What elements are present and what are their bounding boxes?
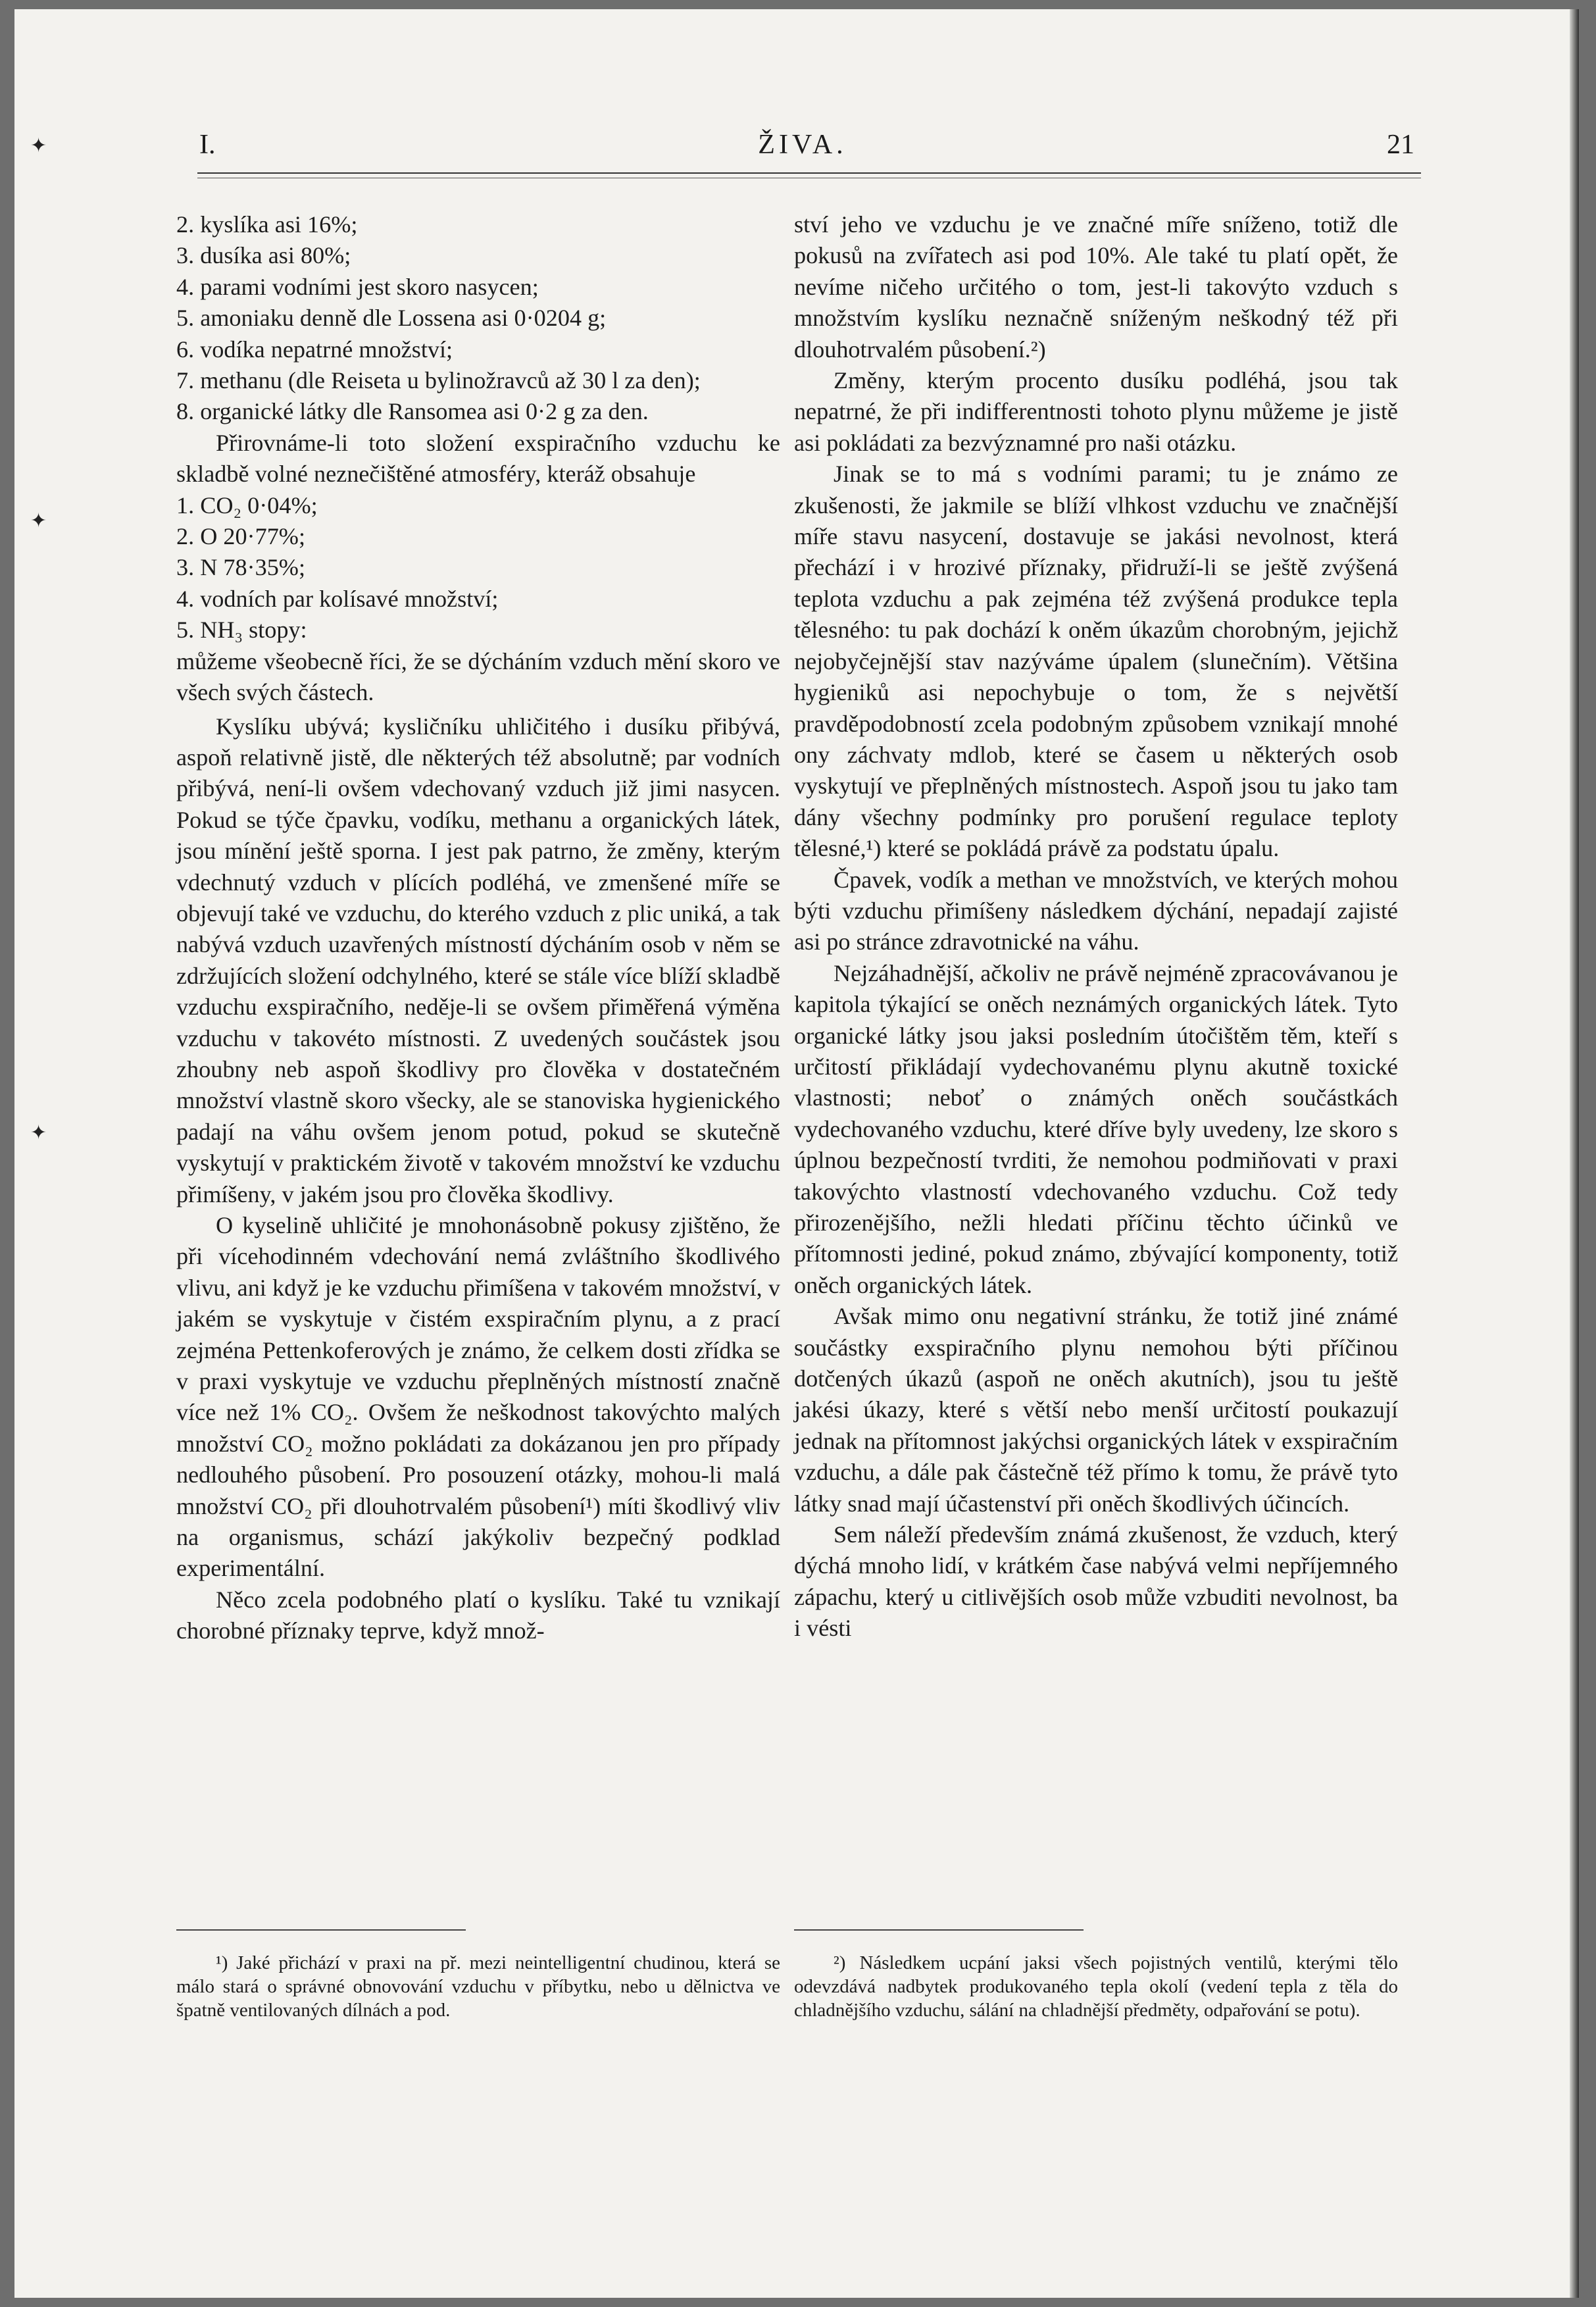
header-page-number: 21 — [1387, 130, 1414, 160]
scan-shadow-right — [1570, 9, 1579, 2298]
footnote-right: ²) Následkem ucpání jaksi všech pojistných ventilů, kterými tělo odevzdává nadbytek produkovaného tepla okolí (vedení tepla z těla do chladnějšího vzduchu, sálání na chladnější předměty, odpařování se potu). — [794, 1952, 1398, 2021]
list-item: 4. parami vodními jest skoro nasycen; — [176, 273, 539, 300]
header-volume: I. — [199, 130, 216, 160]
footnote-rule — [176, 1929, 466, 1931]
list-item: 2. O 20·77%; — [176, 523, 305, 550]
paragraph: Sem náleží především známá zkušenost, že vzduch, který dýchá mnoho lidí, v krátkém čase nabývá velmi nepříjemného zápachu, který u citlivějších osob může vzbuditi nevolnost, ba i vésti — [794, 1521, 1398, 1642]
list-item: 6. vodíka nepatrné množství; — [176, 336, 453, 363]
paragraph: Nejzáhadnější, ačkoliv ne právě nejméně zpracovávanou je kapitola týkající se oněch neznámých organických látek. Tyto organické látky jsou jaksi posledním útočištěm těm, kteří s určitostí přikládají vydechovanému plynu akutně toxické vlastnosti; neboť o známých oněch součástkách vydechovaného vzduchu, které dříve byly uvedeny, lze skoro s úplnou bezpečností tvrditi, že nemohou podmiňovati v praxi takovýchto vlastností vdechovaného vzduchu. Což tedy přirozenějšího, nežli hledati příčinu těchto účinků ve přítomnosti jediné, pokud známo, zbývající komponenty, totiž oněch organických látek. — [794, 959, 1398, 1298]
list-item: 3. dusíka asi 80%; — [176, 242, 351, 269]
list-item: 4. vodních par kolísavé množství; — [176, 585, 499, 612]
header-journal-title: ŽIVA. — [758, 130, 847, 160]
list-item: 2. kyslíka asi 16%; — [176, 211, 358, 238]
paragraph: Jinak se to má s vodními parami; tu je známo ze zkušenosti, že jakmile se blíží vlhkost vzduchu ve značnější míře stavu nasycení, dostavuje se jakási nevolnost, která přechází i v hrozivé příznaky, přidruží-li se ještě zvýšená teplota vzduchu a pak zejména též zvýšená produkce tepla tělesného: tu pak dochází k oněm úkazům chorobným, jejichž nejobyčejnější stav nazýváme úpalem (slunečním). Většina hygieniků asi nepochybuje o tom, že s největší pravděpodobností zcela podobným způsobem vznikají mnohé ony záchvaty mdlob, které se časem u některých osob vyskytují ve přeplněných místnostech. Aspoň jsou tu jako tam dány všechny podmínky pro porušení regulace teploty tělesné,¹) které se pokládá právě za podstatu úpalu. — [794, 461, 1398, 862]
paragraph: O kyselině uhličité je mnohonásobně pokusy zjištěno, že při vícehodinném vdechování nemá zvláštního škodlivého vlivu, ani když je ke vzduchu přimíšena v takovém množství, v jakém se vyskytuje v čistém exspiračním plynu, a z prací zejména Pettenkoferových je známo, že celkem dosti zřídka se v praxi vyskytuje ve vzduchu přeplněných místností značně více než 1% CO₂. Ovšem že neškodnost takovýchto malých množství CO₂ možno pokládati za dokázanou jen pro případy nedlouhého působení. Pro posouzení otázky, mohou-li malá množství CO₂ při dlouhotrvalém působení¹) míti škodlivý vliv na organismus, schází jakýkoliv bezpečný podklad experimentální. — [176, 1212, 780, 1582]
paragraph: Něco zcela podobného platí o kyslíku. Také tu vznikají chorobné příznaky teprve, když množ- — [176, 1586, 780, 1644]
paragraph: Přirovnáme-li toto složení exspiračního vzduchu ke skladbě volné neznečištěné atmosféry, kteráž obsahuje — [176, 429, 780, 488]
footnote-rule — [794, 1929, 1084, 1931]
footnote-left: ¹) Jaké přichází v praxi na př. mezi neintelligentní chudinou, která se málo stará o správné obnovování vzduchu v příbytku, nebo u dělnictva ve špatně ventilovaných dílnách a pod. — [176, 1952, 780, 2021]
paragraph: Změny, kterým procento dusíku podléhá, jsou tak nepatrné, že při indifferentnosti tohoto plynu můžeme je jistě asi pokládati za bezvýznamné pro naši otázku. — [794, 367, 1398, 456]
list-item: 5. amoniaku denně dle Lossena asi 0·0204 g; — [176, 305, 607, 332]
header-rule — [197, 172, 1421, 174]
left-column — [176, 209, 780, 1647]
list-item: 1. CO₂ 0·04%; — [176, 492, 318, 519]
paragraph: Čpavek, vodík a methan ve množstvích, ve kterých mohou býti vzduchu přimíšeny následkem dýchání, nepadají zajisté asi po stránce zdravotnické na váhu. — [794, 866, 1398, 955]
binding-mark: ✦ — [30, 135, 47, 157]
paragraph: Avšak mimo onu negativní stránku, že totiž jiné známé součástky exspiračního plynu nemohou býti příčinou dotčených úkazů (aspoň ne oněch akutních), jsou tu ještě jakési úkazy, které s větší nebo menší určitostí poukazují jednak na přítomnost jakýchsi organických látek v exspiračním vzduchu, a dále pak částečně též přímo k tomu, že právě tyto látky snad mají účastenství při oněch škodlivých účincích. — [794, 1303, 1398, 1517]
binding-mark: ✦ — [30, 510, 47, 532]
list-item: 5. NH₃ stopy: — [176, 617, 307, 644]
paragraph: můžeme všeobecně říci, že se dýcháním vzduch mění skoro ve všech svých částech. — [176, 647, 780, 706]
paragraph: ství jeho ve vzduchu je ve značné míře sníženo, totiž dle pokusů na zvířatech asi pod 10%. Ale také tu platí opět, že nevíme ničeho určitého o tom, jest-li takovýto vzduch s množstvím kyslíku neznačně sníženým neškodný též při dlouhotrvalém působení.²) — [794, 211, 1398, 363]
binding-mark: ✦ — [30, 1122, 47, 1144]
list-item: 8. organické látky dle Ransomea asi 0·2 g za den. — [176, 398, 649, 425]
list-item: 3. N 78·35%; — [176, 554, 305, 581]
paragraph: Kyslíku ubývá; kysličníku uhličitého i dusíku přibývá, aspoň relativně jistě, dle některých též absolutně; par vodních přibývá, není-li ovšem vdechovaný vzduch již jimi nasycen. Pokud se týče čpavku, vodíku, methanu a organických látek, jsou mínění ještě sporna. I jest pak patrno, že změny, kterým vdechnutý vzduch v plících podléhá, ve zmenšené míře se objevují také ve vzduchu, do kterého vzduch z plic uniká, a tak nabývá vzduch uzavřených místností dýcháním osob v něm se zdržujících složení odchylného, které se stále více blíží skladbě vzduchu exspiračního, neděje-li se ovšem přiměřená výměna vzduchu v takovéto místnosti. Z uvedených součástek jsou zhoubny neb aspoň škodlivy pro člověka v dostatečném množství vlastně skoro všecky, ale se stanoviska hygienického padají na váhu ovšem jenom potud, pokud se skutečně vyskytují v praktickém životě v takovém množství ke vzduchu přimíšeny, v jakém jsou pro člověka škodlivy. — [176, 713, 780, 1207]
right-column — [794, 209, 1398, 1644]
list-item: 7. methanu (dle Reiseta u bylinožravců až 30 l za den); — [176, 367, 701, 394]
